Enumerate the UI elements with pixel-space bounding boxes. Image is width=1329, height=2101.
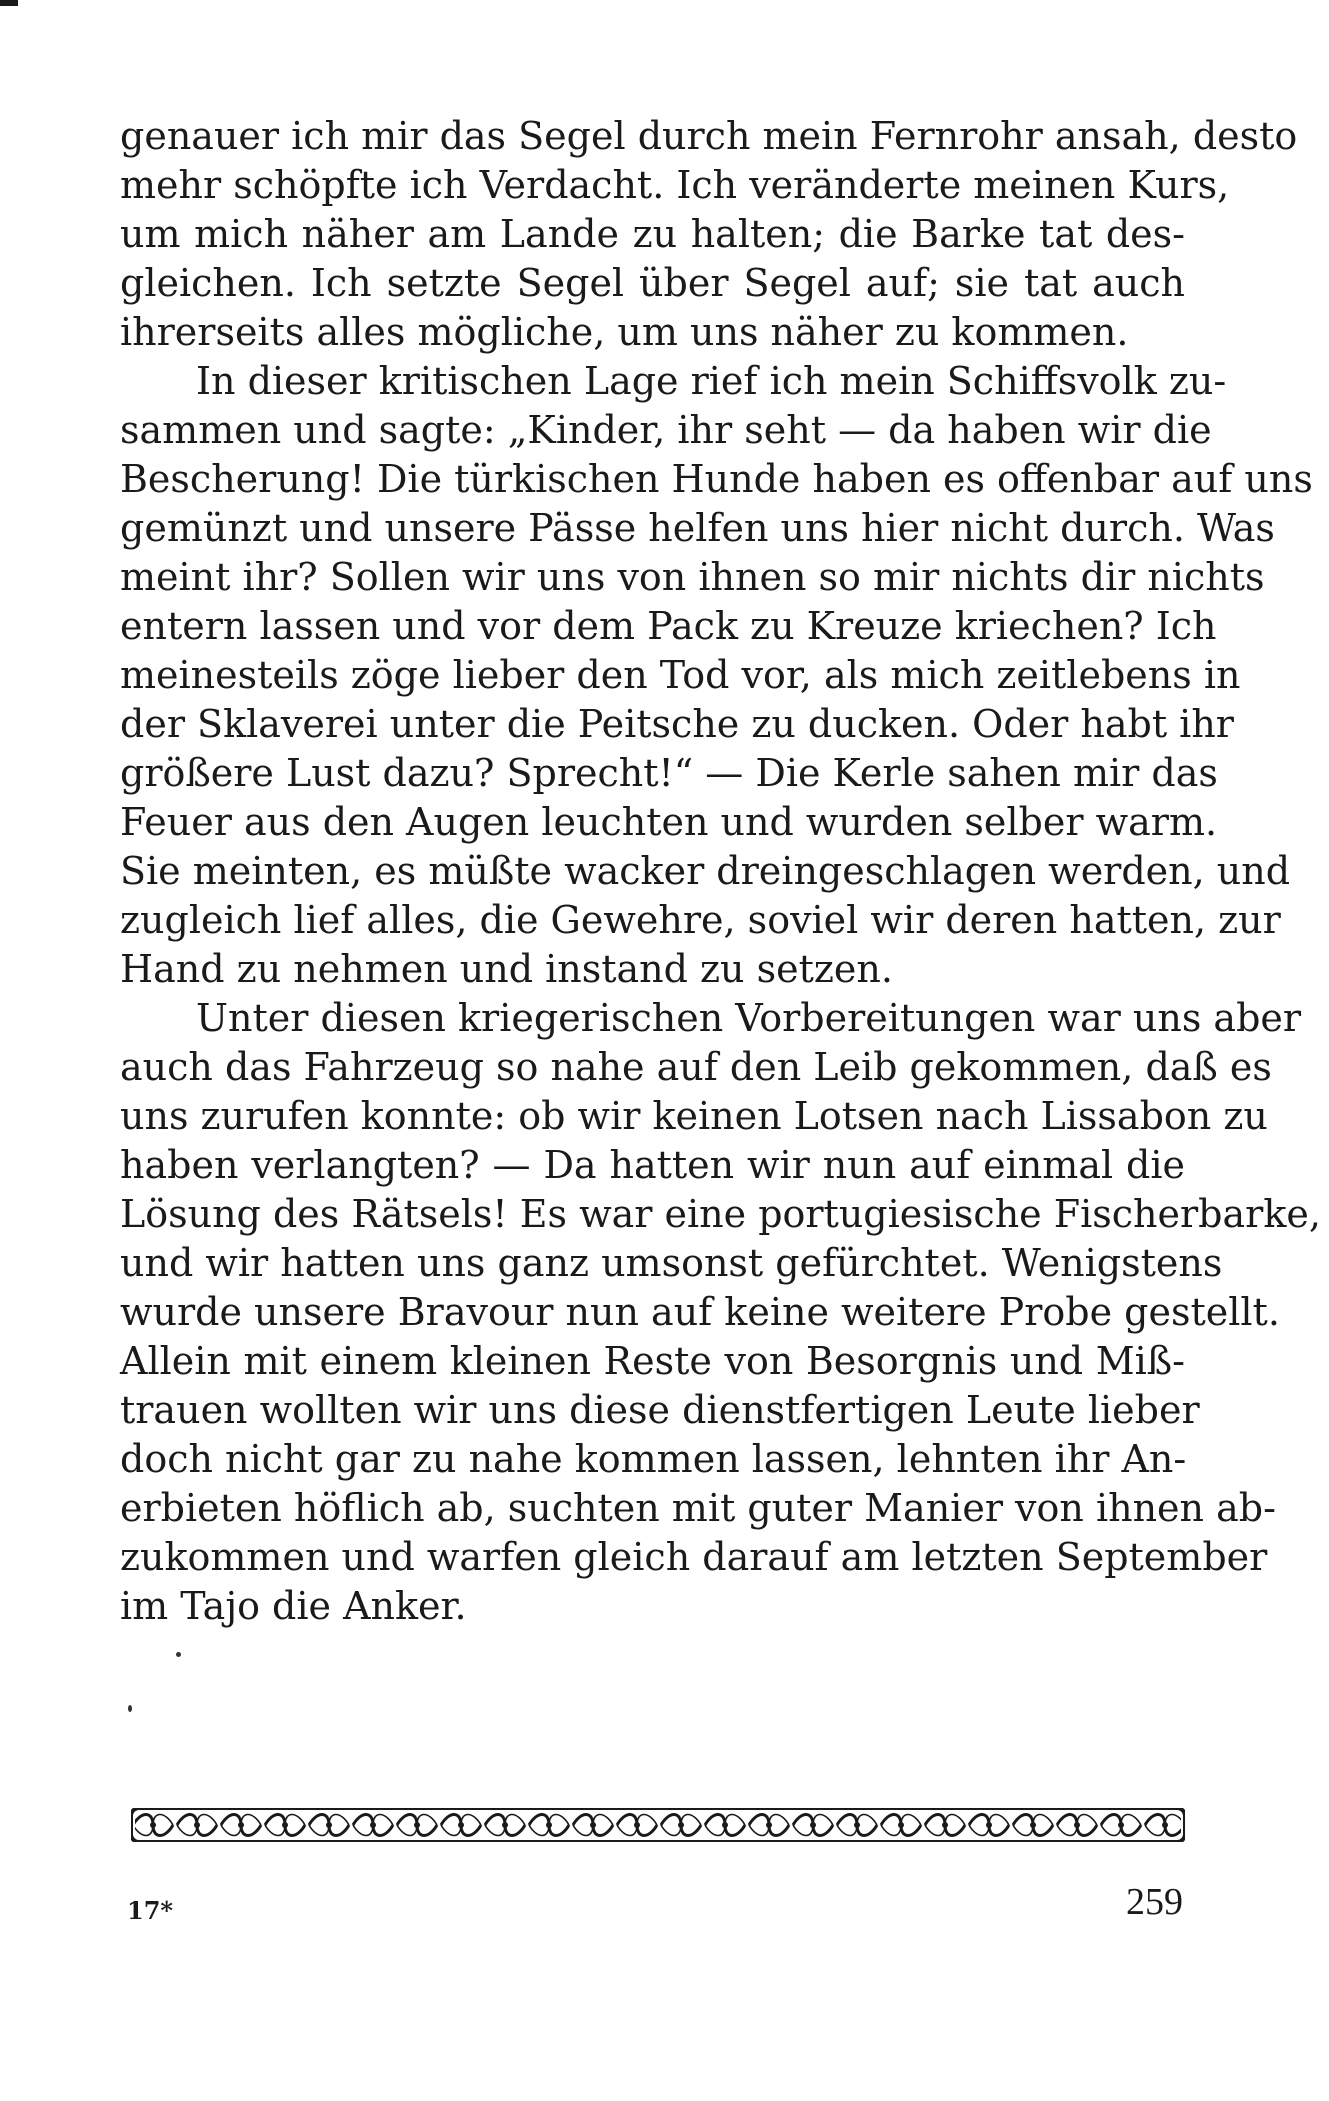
text-line: haben verlangten? — Da hatten wir nun auf einmal die: [120, 1143, 1185, 1187]
text-line: uns zurufen konnte: ob wir keinen Lotsen nach Lissabon zu: [120, 1094, 1268, 1138]
decorative-border-ornament: [131, 1808, 1185, 1842]
text-line: zugleich lief alles, die Gewehre, soviel wir deren hatten, zur: [120, 898, 1281, 942]
signature-mark: 17*: [127, 1896, 173, 1925]
text-line: meint ihr? Sollen wir uns von ihnen so mir nichts dir nichts: [120, 555, 1265, 599]
page-number: 259: [1126, 1881, 1183, 1923]
text-line: wurde unsere Bravour nun auf keine weitere Probe gestellt.: [120, 1290, 1280, 1334]
text-line: mehr schöpfte ich Verdacht. Ich veränderte meinen Kurs,: [120, 163, 1230, 207]
text-line: Hand zu nehmen und instand zu setzen.: [120, 947, 893, 991]
text-line: Sie meinten, es müßte wacker dreingeschlagen werden, und: [120, 849, 1291, 893]
text-line: gemünzt und unsere Pässe helfen uns hier nicht durch. Was: [120, 506, 1275, 550]
text-line: Allein mit einem kleinen Reste von Besorgnis und Miß-: [120, 1339, 1185, 1383]
text-line: der Sklaverei unter die Peitsche zu ducken. Oder habt ihr: [120, 702, 1234, 746]
text-line: zukommen und warfen gleich darauf am letzten September: [120, 1535, 1268, 1579]
text-line: und wir hatten uns ganz umsonst gefürchtet. Wenigstens: [120, 1241, 1223, 1285]
paragraph-start-line: Unter diesen kriegerischen Vorbereitungen war uns aber: [196, 996, 1302, 1040]
text-line: genauer ich mir das Segel durch mein Fernrohr ansah, desto: [120, 114, 1298, 158]
stray-dot: [128, 1705, 132, 1712]
corner-mark: [0, 0, 18, 6]
text-line: Feuer aus den Augen leuchten und wurden selber warm.: [120, 800, 1218, 844]
text-line: trauen wollten wir uns diese dienstfertigen Leute lieber: [120, 1388, 1200, 1432]
text-line: Lösung des Rätsels! Es war eine portugiesische Fischerbarke,: [120, 1192, 1321, 1236]
text-line: ihrerseits alles mögliche, um uns näher zu kommen.: [120, 310, 1129, 354]
text-line: entern lassen und vor dem Pack zu Kreuze kriechen? Ich: [120, 604, 1217, 648]
text-line: Bescherung! Die türkischen Hunde haben es offenbar auf uns: [120, 457, 1313, 501]
text-line: sammen und sagte: „Kinder, ihr seht — da haben wir die: [120, 408, 1212, 452]
text-line: auch das Fahrzeug so nahe auf den Leib gekommen, daß es: [120, 1045, 1272, 1089]
body-text: [120, 112, 1321, 1631]
text-line: um mich näher am Lande zu halten; die Barke tat des-: [120, 212, 1185, 256]
text-line: meinesteils zöge lieber den Tod vor, als mich zeitlebens in: [120, 653, 1241, 697]
text-line: größere Lust dazu? Sprecht!“ — Die Kerle sahen mir das: [120, 751, 1218, 795]
paragraph-start-line: In dieser kritischen Lage rief ich mein Schiffsvolk zu-: [196, 359, 1227, 403]
text-line: gleichen. Ich setzte Segel über Segel auf; sie tat auch: [120, 261, 1185, 305]
text-line: erbieten höflich ab, suchten mit guter Manier von ihnen ab-: [120, 1486, 1276, 1530]
stray-dot: [176, 1652, 181, 1657]
text-line: im Tajo die Anker.: [120, 1584, 467, 1628]
text-line: doch nicht gar zu nahe kommen lassen, lehnten ihr An-: [120, 1437, 1187, 1481]
